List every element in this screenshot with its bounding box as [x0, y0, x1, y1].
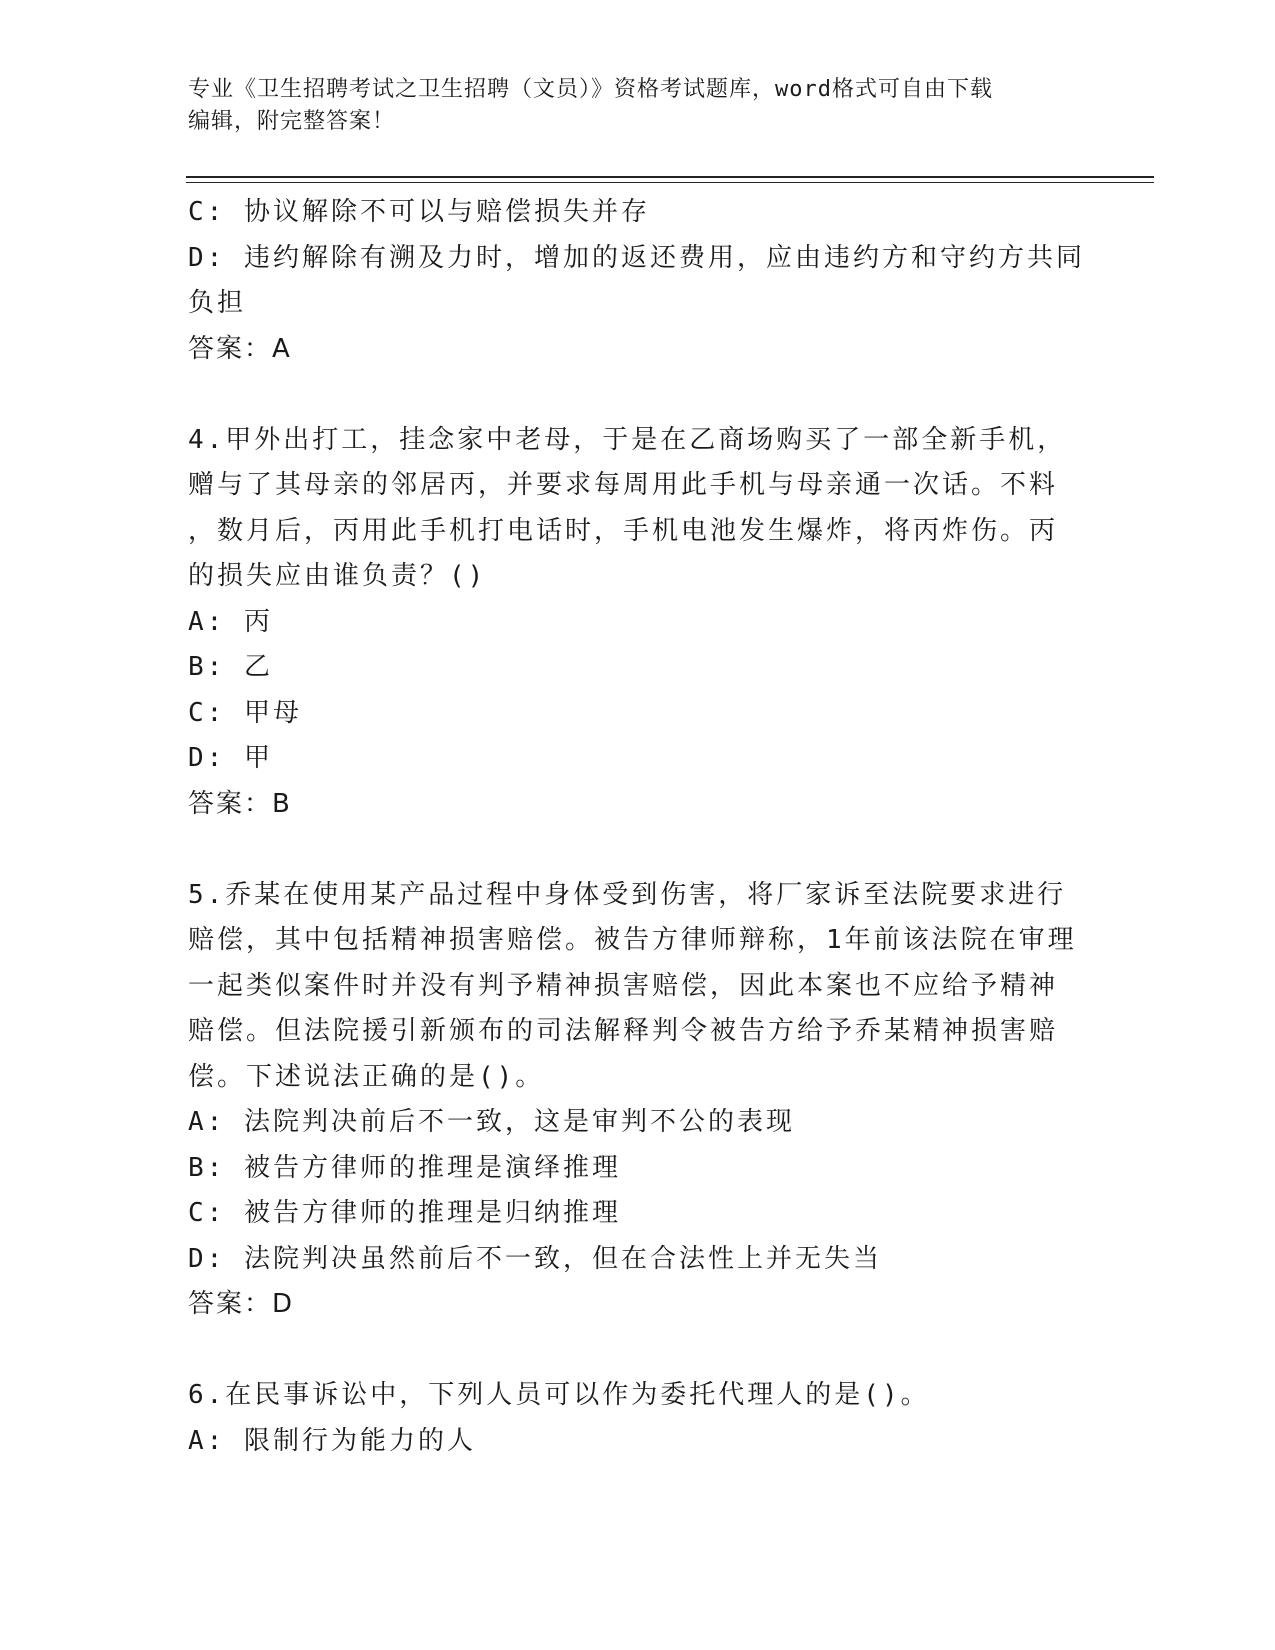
option-c: C: 被告方律师的推理是归纳推理	[188, 1198, 621, 1228]
question-stem-line: 赠与了其母亲的邻居丙，并要求每周用此手机与母亲通一次话。不料	[188, 470, 1059, 500]
header-rule-thick	[186, 176, 1154, 178]
spacer	[188, 827, 1088, 873]
question-5	[188, 873, 1088, 1328]
spacer	[188, 1328, 1088, 1374]
question-6	[188, 1373, 1088, 1464]
question-stem-line: 4.甲外出打工，挂念家中老母，于是在乙商场购买了一部全新手机，	[188, 424, 1067, 455]
header-line-1: 专业《卫生招聘考试之卫生招聘（文员）》资格考试题库，word格式可自由下载	[188, 77, 993, 102]
header-rule-thin	[186, 182, 1154, 183]
option-d: D: 甲	[188, 743, 273, 773]
option-d: D: 法院判决虽然前后不一致，但在合法性上并无失当	[188, 1243, 882, 1274]
option-c: C: 协议解除不可以与赔偿损失并存	[188, 197, 650, 227]
answer-label: 答案：D	[188, 1289, 295, 1319]
option-b: B: 乙	[188, 652, 273, 682]
answer-label: 答案：B	[188, 788, 292, 819]
question-stem-line: 5.乔某在使用某产品过程中身体受到伤害，将厂家诉至法院要求进行	[188, 879, 1067, 910]
option-d: D: 违约解除有溯及力时，增加的返还费用，应由违约方和守约方共同	[188, 242, 1085, 273]
spacer	[188, 372, 1088, 418]
question-stem-line: 偿。下述说法正确的是()。	[188, 1061, 545, 1092]
option-a: A: 限制行为能力的人	[188, 1425, 476, 1456]
option-a: A: 法院判决前后不一致，这是审判不公的表现	[188, 1107, 795, 1137]
question-stem-line: 6.在民事诉讼中，下列人员可以作为委托代理人的是()。	[188, 1380, 930, 1410]
option-d-wrap: 负担	[188, 288, 247, 318]
answer-label: 答案：A	[188, 333, 292, 364]
document-header	[188, 74, 1088, 138]
header-line-2: 编辑，附完整答案！	[188, 109, 396, 134]
option-b: B: 被告方律师的推理是演绎推理	[188, 1152, 621, 1183]
question-content	[188, 190, 1088, 1464]
option-a: A: 丙	[188, 606, 273, 637]
question-stem-line: ，数月后，丙用此手机打电话时，手机电池发生爆炸，将丙炸伤。丙	[188, 515, 1059, 546]
question-stem-line: 的损失应由谁负责？()	[188, 561, 487, 591]
question-4	[188, 418, 1088, 828]
option-c: C: 甲母	[188, 697, 302, 728]
question-stem-line: 赔偿。但法院援引新颁布的司法解释判令被告方给予乔某精神损害赔	[188, 1016, 1059, 1046]
question-stem-line: 一起类似案件时并没有判予精神损害赔偿，因此本案也不应给予精神	[188, 970, 1059, 1001]
question-stem-line: 赔偿，其中包括精神损害赔偿。被告方律师辩称，1年前该法院在审理	[188, 925, 1077, 955]
question-3-continuation	[188, 190, 1088, 372]
